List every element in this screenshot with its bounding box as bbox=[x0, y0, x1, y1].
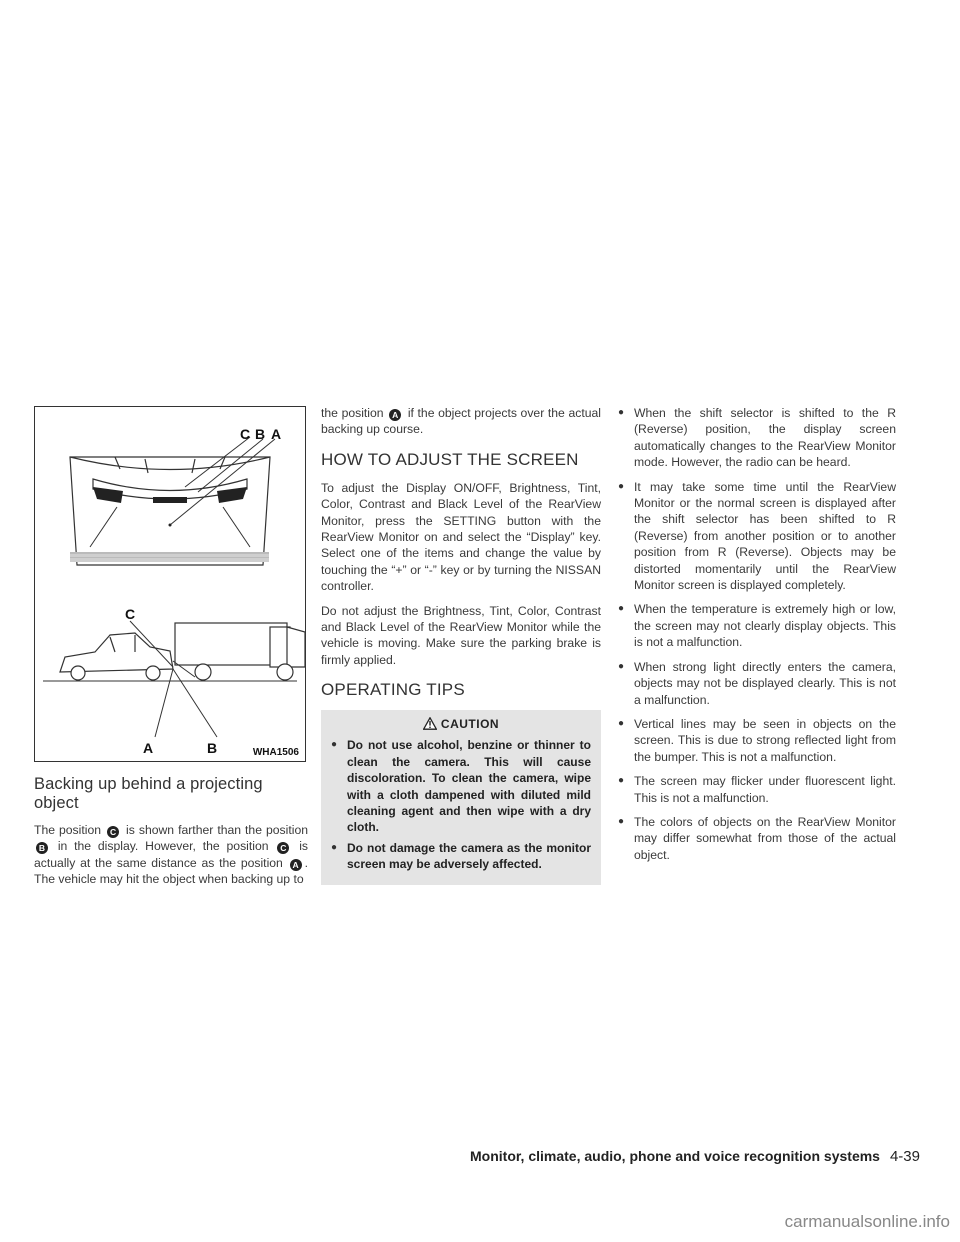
caution-item: ● Do not damage the camera as the monitor screen may be adversely affected. bbox=[331, 840, 591, 873]
callout-b-top: B bbox=[255, 426, 266, 442]
callout-a-side: A bbox=[143, 740, 154, 756]
figure-code: WHA1506 bbox=[252, 747, 299, 758]
heading-operating-tips: OPERATING TIPS bbox=[321, 680, 465, 700]
caution-item: ● Do not use alcohol, benzine or thinner to clean the camera. This will cause discoloration. To clean the camera, wipe with a cloth dampened with diluted mild cleaning agent and then wipe with a dry cloth. bbox=[331, 737, 591, 835]
right-column bbox=[618, 405, 896, 871]
marker-a-icon: A bbox=[290, 859, 302, 871]
caution-list bbox=[331, 737, 591, 872]
marker-c-icon: C bbox=[277, 842, 289, 854]
adjust-paragraph-2: Do not adjust the Brightness, Tint, Color, Contrast and Black Level of the RearView Monitor while the vehicle is moving. Make sure the parking brake is firmly applied. bbox=[321, 603, 601, 667]
callout-c-side: C bbox=[125, 606, 136, 622]
warning-triangle-icon bbox=[423, 717, 437, 730]
page-number: 4-39 bbox=[889, 1148, 920, 1165]
tip-item: ● When strong light directly enters the camera, objects may not be displayed clearly. This is not a malfunction. bbox=[618, 659, 896, 708]
para-text: the position bbox=[321, 406, 384, 420]
para-text: . The vehicle may hit the object when backing up to bbox=[34, 855, 309, 887]
marker-b-icon: B bbox=[36, 842, 48, 854]
callout-a-top: A bbox=[271, 426, 282, 442]
callout-b-side: B bbox=[207, 740, 218, 756]
continued-paragraph bbox=[321, 405, 601, 438]
tip-item: ● The colors of objects on the RearView Monitor may differ somewhat from those of the actual object. bbox=[618, 814, 896, 863]
tip-item: ● Vertical lines may be seen in objects on the screen. This is due to strong reflected light from the bumper. This is not a malfunction. bbox=[618, 716, 896, 765]
marker-a-icon: A bbox=[389, 409, 401, 421]
adjust-paragraph-1: To adjust the Display ON/OFF, Brightness, Tint, Color, Contrast and Black Level of the RearView Monitor, press the SETTING button with the RearView Monitor on and select the “Display” key. Select one of the items and change the value by touching the “+” or “-” key or by turning the NISSAN controller. bbox=[321, 480, 601, 594]
para-text: is actually at the same distance as the position bbox=[34, 839, 309, 870]
tips-list bbox=[618, 405, 896, 863]
para-text: if the object projects over the actual backing up course. bbox=[321, 406, 601, 437]
middle-column bbox=[321, 405, 601, 885]
caution-title bbox=[331, 717, 591, 731]
left-column bbox=[34, 395, 308, 896]
callout-c-top: C bbox=[240, 426, 251, 442]
heading-adjust-screen: HOW TO ADJUST THE SCREEN bbox=[321, 449, 579, 469]
caution-label: CAUTION bbox=[440, 717, 500, 732]
subheading-backing-up: Backing up behind a projecting object bbox=[34, 775, 263, 812]
tip-item: ● When the temperature is extremely high or low, the screen may not clearly display objects. This is not a malfunction. bbox=[618, 601, 896, 650]
rearview-diagram bbox=[35, 407, 305, 761]
tip-item: ● It may take some time until the RearView Monitor or the normal screen is displayed after the shift selector has been shifted to R (Reverse) from another position or to another position from R (Reverse). Objects may be distorted momentarily until the RearView Monitor screen is displayed completely. bbox=[618, 479, 896, 594]
caution-box bbox=[321, 710, 601, 884]
marker-c-icon: C bbox=[107, 826, 119, 838]
backing-up-paragraph bbox=[34, 822, 308, 888]
footer-title: Monitor, climate, audio, phone and voice recognition systems bbox=[470, 1148, 880, 1164]
watermark: carmanualsonline.info bbox=[784, 1212, 950, 1231]
para-text: The position bbox=[34, 823, 102, 837]
page-footer bbox=[470, 1148, 920, 1165]
para-text: in the display. However, the position bbox=[57, 839, 269, 854]
tip-item: ● When the shift selector is shifted to the R (Reverse) position, the display screen automatically changes to the RearView Monitor mode. However, the radio can be heard. bbox=[618, 405, 896, 471]
para-text: is shown farther than the position bbox=[126, 823, 308, 837]
rearview-diagram-figure bbox=[34, 406, 306, 762]
tip-item: ● The screen may flicker under fluorescent light. This is not a malfunction. bbox=[618, 773, 896, 806]
